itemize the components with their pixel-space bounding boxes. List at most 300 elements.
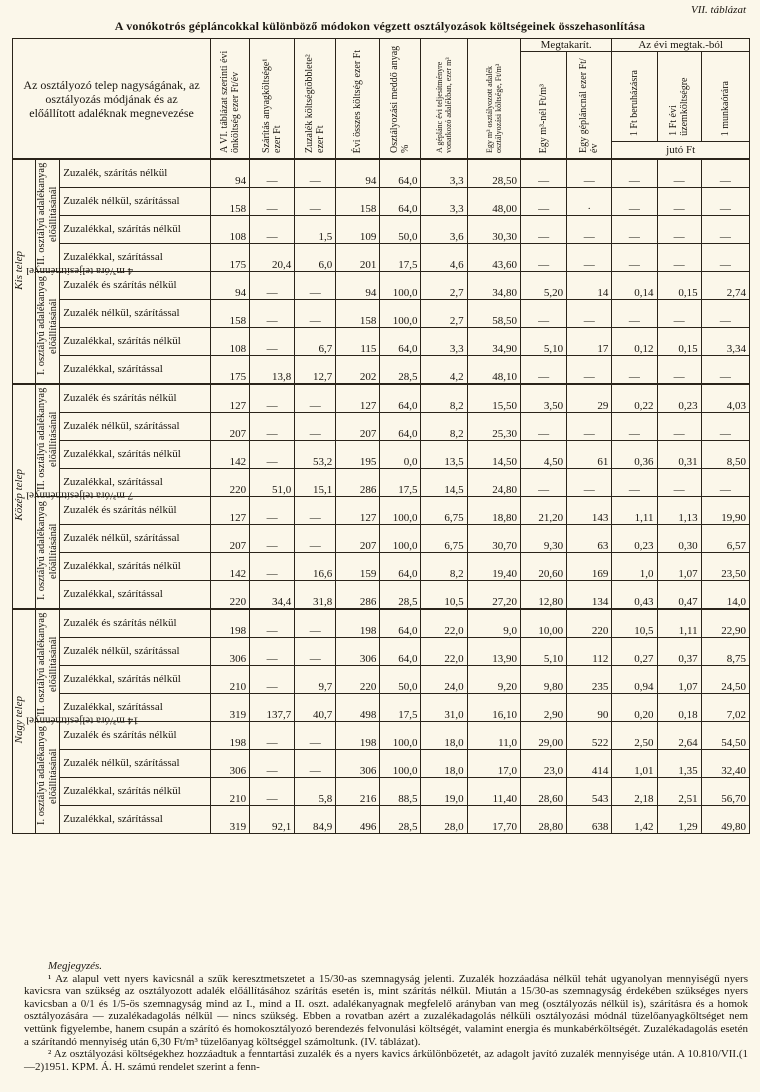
col-header-9: Egy gépláncnál ezer Ft/év (567, 52, 612, 160)
cell-col-10: 1,01 (612, 750, 657, 778)
group-label: I. osztályú adalékanyag előállításánál (35, 272, 60, 385)
cell-col-5: 28,5 (380, 356, 421, 384)
cell-col-2: — (250, 215, 295, 243)
cell-col-9: 112 (567, 637, 612, 665)
table-row (13, 553, 750, 581)
cell-col-12: 14,0 (701, 581, 749, 609)
cell-col-4: 127 (336, 384, 380, 412)
cell-col-9: · (567, 187, 612, 215)
row-label: Zuzalékkal, szárítás nélkül (60, 665, 211, 693)
cell-col-11: 0,31 (657, 440, 701, 468)
row-label: Zuzalékkal, szárítással (60, 468, 211, 496)
row-label: Zuzalék nélkül, szárítással (60, 750, 211, 778)
cell-col-1: 220 (211, 581, 250, 609)
cell-col-2: — (250, 187, 295, 215)
cell-col-5: 64,0 (380, 637, 421, 665)
table-row (13, 637, 750, 665)
row-label: Zuzalékkal, szárítás nélkül (60, 440, 211, 468)
row-label: Zuzalékkal, szárítással (60, 806, 211, 834)
cell-col-11: — (657, 356, 701, 384)
group-label: II. osztályú adalékanyag előállításánál (35, 159, 60, 272)
cell-col-11: 1,11 (657, 609, 701, 637)
cell-col-8: 5,20 (521, 272, 567, 300)
cell-col-4: 127 (336, 497, 380, 525)
cell-col-1: 175 (211, 243, 250, 271)
row-label: Zuzalékkal, szárítás nélkül (60, 215, 211, 243)
row-label: Zuzalék és szárítás nélkül (60, 384, 211, 412)
cell-col-4: 498 (336, 693, 380, 721)
cell-col-7: 30,30 (467, 215, 520, 243)
cell-col-11: 1,13 (657, 497, 701, 525)
table-row (13, 159, 750, 187)
row-label: Zuzalékkal, szárítás nélkül (60, 328, 211, 356)
cost-table (12, 38, 750, 834)
cell-col-12: 32,40 (701, 750, 749, 778)
cell-col-12: 19,90 (701, 497, 749, 525)
cell-col-5: 17,5 (380, 243, 421, 271)
col-header-8: Egy m³-nél Ft/m³ (521, 52, 567, 160)
cell-col-6: 19,0 (421, 778, 467, 806)
cell-col-7: 19,40 (467, 553, 520, 581)
cell-col-6: 31,0 (421, 693, 467, 721)
cell-col-1: 210 (211, 778, 250, 806)
cell-col-3: — (295, 300, 336, 328)
cell-col-9: — (567, 356, 612, 384)
cell-col-12: — (701, 412, 749, 440)
cell-col-9: 235 (567, 665, 612, 693)
section-capacity: 4 m³/óra teljesítménnyel (26, 264, 134, 277)
cell-col-1: 142 (211, 440, 250, 468)
cell-col-1: 207 (211, 412, 250, 440)
table-title: A vonókotrós gépláncokkal különböző módokon végzett osztályozások költségeinek összehasonlítása (114, 19, 646, 33)
cell-col-6: 2,7 (421, 272, 467, 300)
row-label: Zuzalékkal, szárítás nélkül (60, 778, 211, 806)
table-row (13, 806, 750, 834)
cell-col-12: 22,90 (701, 609, 749, 637)
cell-col-10: — (612, 412, 657, 440)
cell-col-11: 1,07 (657, 665, 701, 693)
cell-col-6: 24,0 (421, 665, 467, 693)
cell-col-11: 2,51 (657, 778, 701, 806)
notes-heading: Megjegyzés. (48, 960, 103, 972)
cell-col-8: 5,10 (521, 637, 567, 665)
cell-col-4: 207 (336, 412, 380, 440)
group-header-evi: Az évi megtak.-ból (612, 39, 750, 52)
cell-col-2: — (250, 637, 295, 665)
cell-col-3: — (295, 722, 336, 750)
cell-col-9: 63 (567, 525, 612, 553)
cell-col-3: — (295, 187, 336, 215)
cell-col-5: 50,0 (380, 665, 421, 693)
cell-col-9: — (567, 243, 612, 271)
cell-col-8: 12,80 (521, 581, 567, 609)
cell-col-9: — (567, 159, 612, 187)
col-header-1: A VI. táblázat szerinti évi önköltség ezer Ft/év (211, 39, 250, 160)
note-2: ² Az osztályozási költségekhez hozzáadtuk a fenntartási zuzalék és a nyers kavics árkülönbözetét, az adagolt javító zuzalék mennyisége után. A 10.810/VII.(1—2)1951. KPM. Á. H. számú rendelet szerint a fenn- (24, 1048, 748, 1073)
cell-col-2: 51,0 (250, 468, 295, 496)
cell-col-1: 198 (211, 722, 250, 750)
cell-col-6: 4,2 (421, 356, 467, 384)
cell-col-9: 522 (567, 722, 612, 750)
col-header-5: Osztályozási meddő anyag % (380, 39, 421, 160)
cell-col-3: 16,6 (295, 553, 336, 581)
cell-col-10: — (612, 215, 657, 243)
cell-col-7: 16,10 (467, 693, 520, 721)
cell-col-5: 100,0 (380, 272, 421, 300)
cell-col-6: 8,2 (421, 384, 467, 412)
row-label: Zuzalék és szárítás nélkül (60, 722, 211, 750)
cell-col-6: 3,6 (421, 215, 467, 243)
cell-col-2: — (250, 525, 295, 553)
cell-col-4: 202 (336, 356, 380, 384)
cell-col-4: 158 (336, 187, 380, 215)
cell-col-9: 90 (567, 693, 612, 721)
cell-col-11: — (657, 215, 701, 243)
cell-col-5: 100,0 (380, 722, 421, 750)
col-header-4: Évi összes költség ezer Ft (336, 39, 380, 160)
col-header-7: Egy m³ osztályozott adalék osztályozási költsége, Ft/m³ (467, 39, 520, 160)
cell-col-4: 158 (336, 300, 380, 328)
cell-col-1: 127 (211, 384, 250, 412)
cell-col-10: 0,12 (612, 328, 657, 356)
cell-col-3: 53,2 (295, 440, 336, 468)
cell-col-12: 6,57 (701, 525, 749, 553)
cell-col-3: — (295, 159, 336, 187)
cell-col-3: — (295, 525, 336, 553)
cell-col-5: 64,0 (380, 609, 421, 637)
cell-col-6: 6,75 (421, 525, 467, 553)
cell-col-4: 216 (336, 778, 380, 806)
cell-col-5: 17,5 (380, 693, 421, 721)
cell-col-4: 94 (336, 159, 380, 187)
cell-col-7: 9,20 (467, 665, 520, 693)
cell-col-7: 9,0 (467, 609, 520, 637)
cell-col-1: 142 (211, 553, 250, 581)
cell-col-7: 27,20 (467, 581, 520, 609)
cell-col-4: 201 (336, 243, 380, 271)
cell-col-9: 61 (567, 440, 612, 468)
cell-col-10: — (612, 159, 657, 187)
cell-col-12: — (701, 468, 749, 496)
cell-col-10: 0,43 (612, 581, 657, 609)
cell-col-6: 3,3 (421, 159, 467, 187)
cell-col-5: 64,0 (380, 384, 421, 412)
cell-col-10: — (612, 300, 657, 328)
cell-col-8: — (521, 187, 567, 215)
table-row (13, 215, 750, 243)
cell-col-8: 4,50 (521, 440, 567, 468)
cell-col-12: 8,75 (701, 637, 749, 665)
cell-col-8: 9,80 (521, 665, 567, 693)
cell-col-5: 64,0 (380, 412, 421, 440)
cell-col-1: 319 (211, 806, 250, 834)
cell-col-6: 22,0 (421, 609, 467, 637)
cell-col-9: — (567, 300, 612, 328)
cell-col-4: 115 (336, 328, 380, 356)
cell-col-2: — (250, 412, 295, 440)
cell-col-3: — (295, 609, 336, 637)
cell-col-12: — (701, 356, 749, 384)
cell-col-3: — (295, 384, 336, 412)
cell-col-2: — (250, 300, 295, 328)
cell-col-5: 100,0 (380, 525, 421, 553)
cell-col-2: — (250, 665, 295, 693)
cell-col-12: 2,74 (701, 272, 749, 300)
cell-col-10: 0,94 (612, 665, 657, 693)
cell-col-6: 3,3 (421, 187, 467, 215)
cell-col-10: 0,36 (612, 440, 657, 468)
cell-col-9: 220 (567, 609, 612, 637)
notes (24, 960, 748, 1073)
cell-col-3: 15,1 (295, 468, 336, 496)
cell-col-1: 108 (211, 215, 250, 243)
cell-col-6: 10,5 (421, 581, 467, 609)
cell-col-10: 2,18 (612, 778, 657, 806)
group-label: I. osztályú adalékanyag előállításánál (35, 722, 60, 834)
cell-col-7: 17,70 (467, 806, 520, 834)
cell-col-7: 11,40 (467, 778, 520, 806)
cell-col-6: 6,75 (421, 497, 467, 525)
cell-col-4: 207 (336, 525, 380, 553)
cell-col-4: 159 (336, 553, 380, 581)
section-capacity: 14 m³/óra teljesítménnyel (26, 714, 139, 727)
cell-col-7: 14,50 (467, 440, 520, 468)
juto-label: jutó Ft (612, 141, 750, 159)
cell-col-6: 18,0 (421, 750, 467, 778)
cell-col-4: 306 (336, 637, 380, 665)
cell-col-3: — (295, 637, 336, 665)
cell-col-3: — (295, 272, 336, 300)
cell-col-4: 306 (336, 750, 380, 778)
row-label: Zuzalék és szárítás nélkül (60, 609, 211, 637)
row-label: Zuzalékkal, szárítással (60, 693, 211, 721)
cell-col-2: — (250, 497, 295, 525)
row-label: Zuzalékkal, szárítással (60, 356, 211, 384)
cell-col-8: 20,60 (521, 553, 567, 581)
cell-col-11: 1,07 (657, 553, 701, 581)
cell-col-7: 30,70 (467, 525, 520, 553)
row-label: Zuzalék és szárítás nélkül (60, 497, 211, 525)
cell-col-10: 2,50 (612, 722, 657, 750)
cell-col-8: — (521, 356, 567, 384)
cell-col-7: 25,30 (467, 412, 520, 440)
table-row (13, 187, 750, 215)
table-row (13, 440, 750, 468)
cell-col-8: 21,20 (521, 497, 567, 525)
col-header-3: Zuzalék költségtöbblete² ezer Ft (295, 39, 336, 160)
cell-col-3: — (295, 750, 336, 778)
cell-col-6: 8,2 (421, 553, 467, 581)
cell-col-3: 12,7 (295, 356, 336, 384)
cell-col-3: 1,5 (295, 215, 336, 243)
group-label: II. osztályú adalékanyag előállításánál (35, 609, 60, 722)
table-row (13, 412, 750, 440)
cell-col-2: 20,4 (250, 243, 295, 271)
cell-col-2: — (250, 328, 295, 356)
cell-col-5: 28,5 (380, 806, 421, 834)
cell-col-10: 0,23 (612, 525, 657, 553)
cell-col-3: 6,0 (295, 243, 336, 271)
cell-col-8: 28,60 (521, 778, 567, 806)
cell-col-1: 94 (211, 272, 250, 300)
cell-col-3: 9,7 (295, 665, 336, 693)
cell-col-2: — (250, 272, 295, 300)
cell-col-9: — (567, 215, 612, 243)
cell-col-7: 18,80 (467, 497, 520, 525)
cell-col-1: 158 (211, 300, 250, 328)
cell-col-8: 3,50 (521, 384, 567, 412)
cell-col-5: 64,0 (380, 328, 421, 356)
cell-col-4: 94 (336, 272, 380, 300)
cell-col-10: — (612, 243, 657, 271)
cell-col-2: — (250, 722, 295, 750)
cell-col-8: 10,00 (521, 609, 567, 637)
cell-col-12: 7,02 (701, 693, 749, 721)
cell-col-7: 17,0 (467, 750, 520, 778)
table-row (13, 750, 750, 778)
cell-col-1: 210 (211, 665, 250, 693)
row-label: Zuzalék, szárítás nélkül (60, 159, 211, 187)
cell-col-1: 94 (211, 159, 250, 187)
cell-col-12: — (701, 187, 749, 215)
row-label: Zuzalék nélkül, szárítással (60, 525, 211, 553)
cell-col-3: 6,7 (295, 328, 336, 356)
cell-col-5: 50,0 (380, 215, 421, 243)
cell-col-8: — (521, 243, 567, 271)
cell-col-5: 88,5 (380, 778, 421, 806)
cell-col-6: 13,5 (421, 440, 467, 468)
cell-col-2: — (250, 750, 295, 778)
row-label: Zuzalék nélkül, szárítással (60, 187, 211, 215)
cell-col-11: — (657, 159, 701, 187)
row-label: Zuzalék nélkül, szárítással (60, 637, 211, 665)
col-header-12: 1 munkaórára (701, 52, 749, 142)
cell-col-1: 127 (211, 497, 250, 525)
cell-col-7: 28,50 (467, 159, 520, 187)
cell-col-6: 22,0 (421, 637, 467, 665)
cell-col-9: 414 (567, 750, 612, 778)
cell-col-2: 92,1 (250, 806, 295, 834)
cell-col-10: 1,42 (612, 806, 657, 834)
col-header-11: 1 Ft évi üzemköltségre (657, 52, 701, 142)
cell-col-12: 56,70 (701, 778, 749, 806)
cell-col-10: — (612, 356, 657, 384)
cell-col-3: 84,9 (295, 806, 336, 834)
cell-col-2: 137,7 (250, 693, 295, 721)
cell-col-8: — (521, 159, 567, 187)
cell-col-7: 48,00 (467, 187, 520, 215)
cell-col-6: 3,3 (421, 328, 467, 356)
cell-col-7: 43,60 (467, 243, 520, 271)
cell-col-11: — (657, 468, 701, 496)
cell-col-11: — (657, 243, 701, 271)
table-row (13, 778, 750, 806)
cell-col-1: 175 (211, 356, 250, 384)
cell-col-8: — (521, 412, 567, 440)
cell-col-9: — (567, 412, 612, 440)
cell-col-10: 0,22 (612, 384, 657, 412)
cell-col-1: 158 (211, 187, 250, 215)
cell-col-12: 4,03 (701, 384, 749, 412)
cell-col-8: 5,10 (521, 328, 567, 356)
cell-col-4: 286 (336, 468, 380, 496)
cell-col-6: 2,7 (421, 300, 467, 328)
table-row (13, 525, 750, 553)
cell-col-10: 1,0 (612, 553, 657, 581)
cell-col-12: — (701, 243, 749, 271)
cell-col-10: — (612, 468, 657, 496)
cell-col-4: 198 (336, 609, 380, 637)
cell-col-9: 14 (567, 272, 612, 300)
cell-col-7: 13,90 (467, 637, 520, 665)
cell-col-8: — (521, 468, 567, 496)
cell-col-10: 0,20 (612, 693, 657, 721)
cell-col-12: — (701, 215, 749, 243)
cell-col-8: — (521, 300, 567, 328)
cell-col-2: 34,4 (250, 581, 295, 609)
cell-col-9: 17 (567, 328, 612, 356)
cell-col-7: 58,50 (467, 300, 520, 328)
cell-col-5: 0,0 (380, 440, 421, 468)
section-capacity: 7 m³/óra teljesítménnyel (26, 489, 134, 502)
cell-col-2: — (250, 159, 295, 187)
cell-col-3: 40,7 (295, 693, 336, 721)
cell-col-9: 134 (567, 581, 612, 609)
cell-col-12: 8,50 (701, 440, 749, 468)
cell-col-7: 24,80 (467, 468, 520, 496)
table-row (13, 581, 750, 609)
table-row (13, 356, 750, 384)
cell-col-5: 64,0 (380, 187, 421, 215)
cell-col-10: — (612, 187, 657, 215)
col-header-10: 1 Ft beruházásra (612, 52, 657, 142)
cell-col-1: 220 (211, 468, 250, 496)
cell-col-11: 0,30 (657, 525, 701, 553)
cell-col-4: 496 (336, 806, 380, 834)
row-label: Zuzalékkal, szárítással (60, 581, 211, 609)
cell-col-5: 100,0 (380, 750, 421, 778)
cell-col-4: 220 (336, 665, 380, 693)
cell-col-5: 28,5 (380, 581, 421, 609)
cell-col-3: — (295, 497, 336, 525)
cell-col-11: — (657, 300, 701, 328)
cell-col-10: 10,5 (612, 609, 657, 637)
row-label: Zuzalék és szárítás nélkül (60, 272, 211, 300)
cell-col-4: 195 (336, 440, 380, 468)
cell-col-12: 49,80 (701, 806, 749, 834)
cell-col-7: 48,10 (467, 356, 520, 384)
cell-col-6: 18,0 (421, 722, 467, 750)
section-name: Közép telep (13, 469, 25, 521)
group-header-megtakaritas: Megtakarít. (521, 39, 612, 52)
cell-col-1: 306 (211, 750, 250, 778)
table-row (13, 665, 750, 693)
cell-col-11: 0,15 (657, 328, 701, 356)
cell-col-12: 3,34 (701, 328, 749, 356)
table-number: VII. táblázat (691, 4, 746, 16)
cell-col-11: — (657, 412, 701, 440)
cell-col-12: 54,50 (701, 722, 749, 750)
cell-col-12: 24,50 (701, 665, 749, 693)
group-label: I. osztályú adalékanyag előállításánál (35, 497, 60, 610)
section-name: Nagy telep (13, 696, 25, 744)
cell-col-9: 543 (567, 778, 612, 806)
row-label: Zuzalék nélkül, szárítással (60, 300, 211, 328)
cell-col-1: 207 (211, 525, 250, 553)
cell-col-10: 0,27 (612, 637, 657, 665)
table-row (13, 609, 750, 637)
cell-col-2: — (250, 440, 295, 468)
